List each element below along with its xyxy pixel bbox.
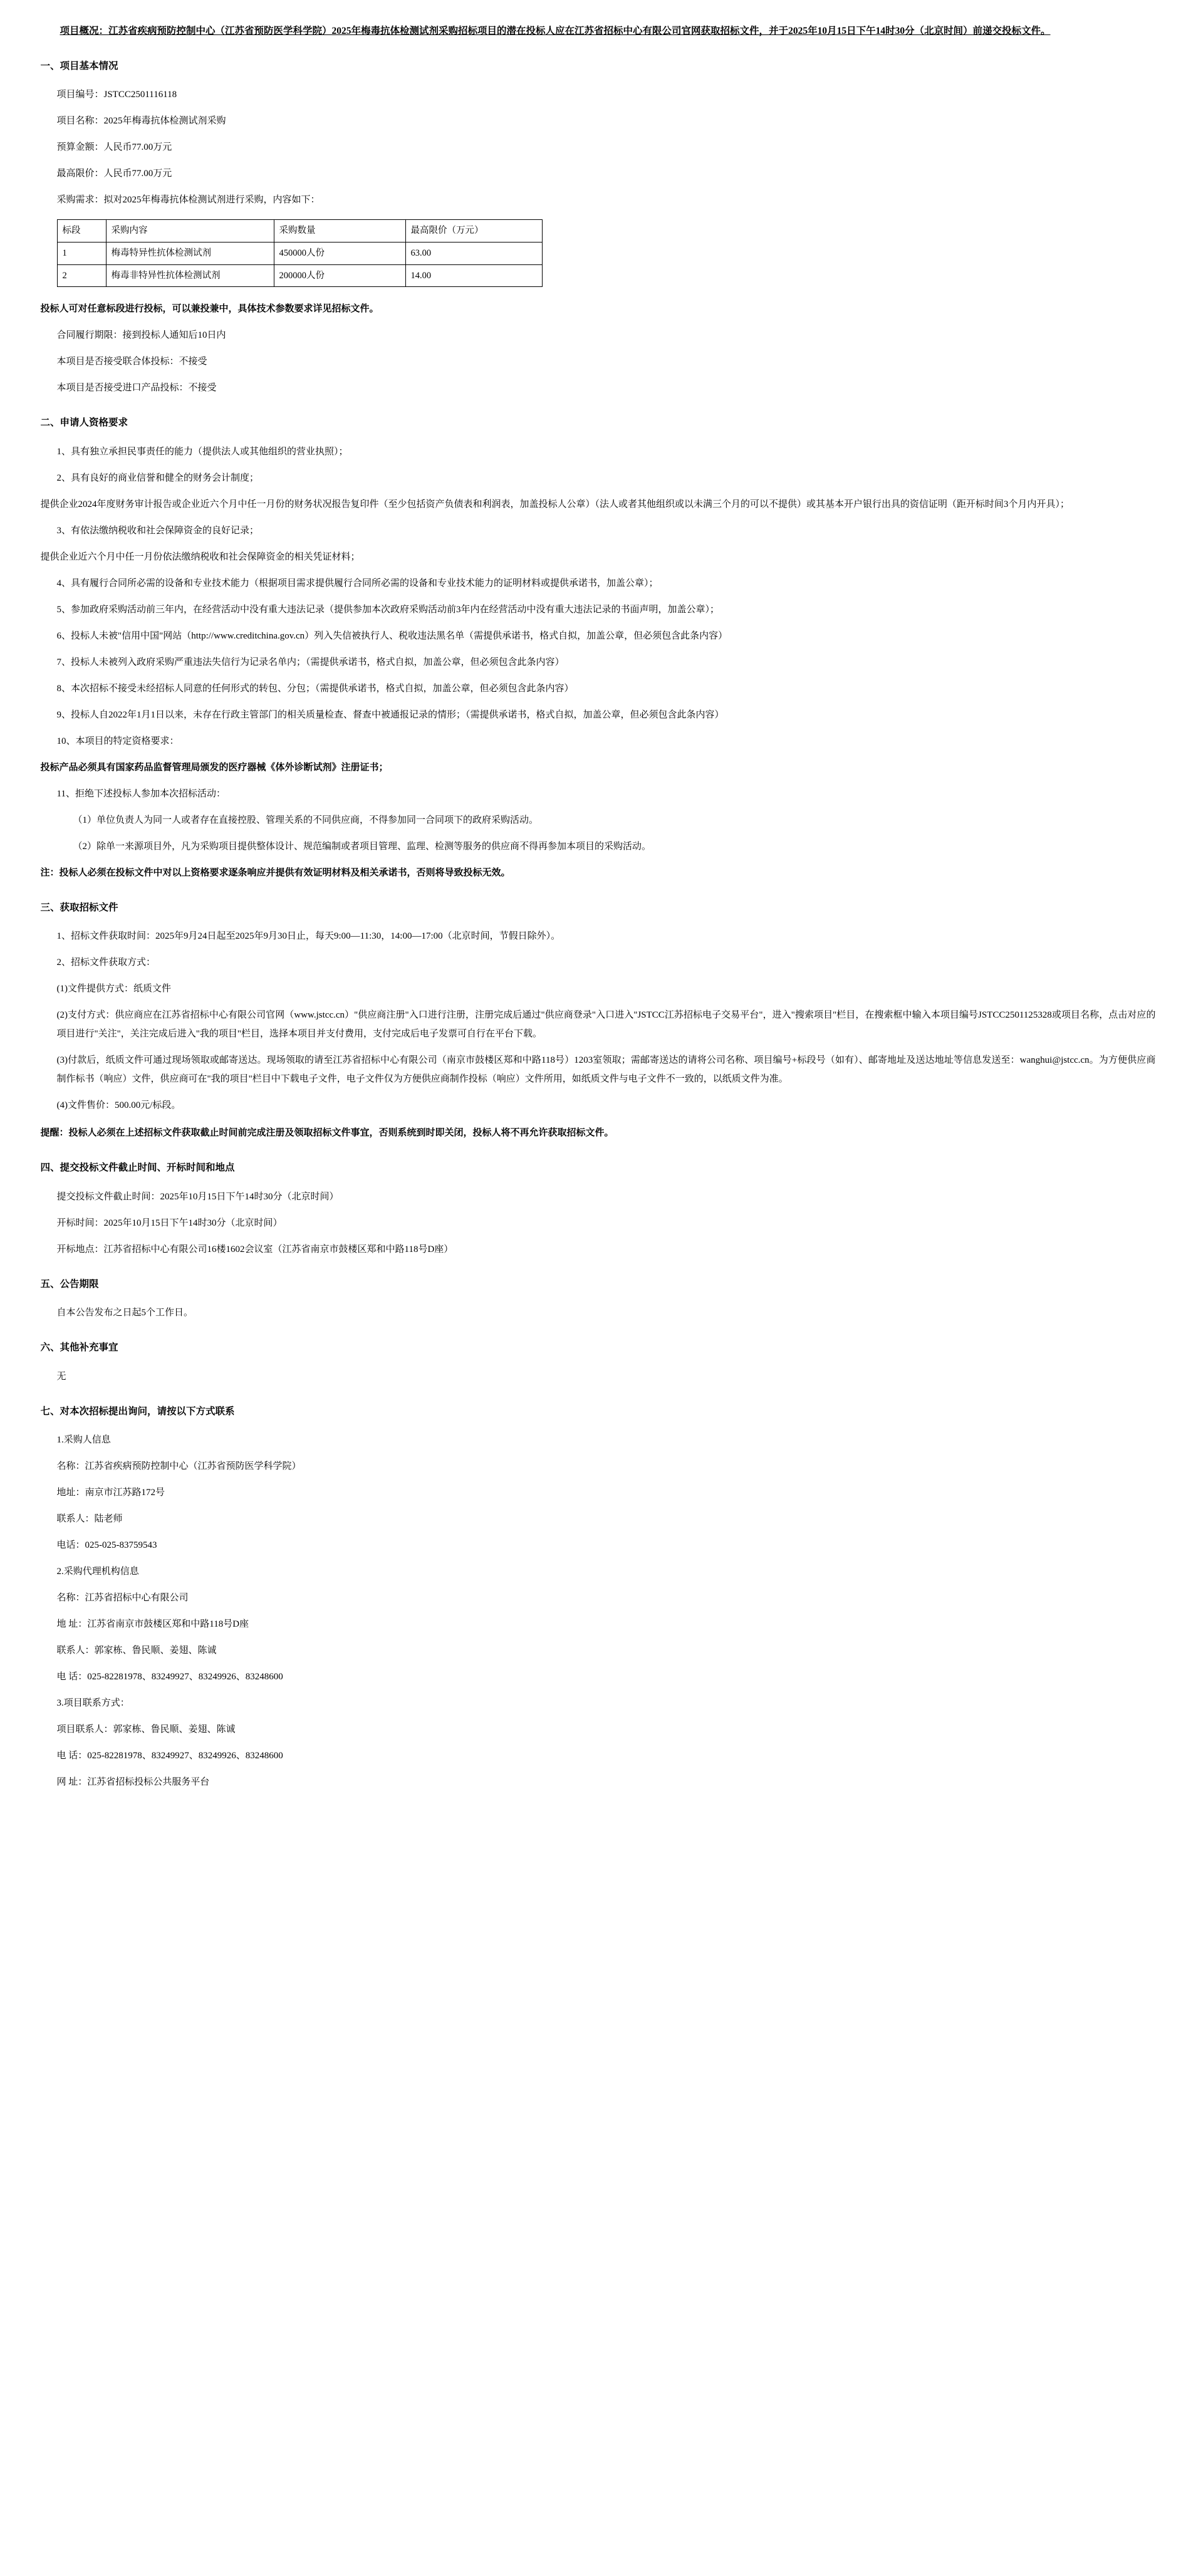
bid-submission-deadline: 提交投标文件截止时间：2025年10月15日下午14时30分（北京时间） bbox=[56, 1191, 339, 1202]
cell-maxprice: 63.00 bbox=[405, 242, 542, 265]
agency-name: 名称：江苏省招标中心有限公司 bbox=[56, 1592, 189, 1603]
procurement-table bbox=[57, 219, 543, 287]
qualification-item-1: 1、具有独立承担民事责任的能力（提供法人或其他组织的营业执照）； bbox=[56, 446, 348, 457]
qualification-item-4: 4、具有履行合同所必需的设备和专业技术能力（根据项目需求提供履行合同所必需的设备和专业技术能力的证明材料或提供承诺书，加盖公章）； bbox=[56, 578, 658, 588]
agency-phone: 电 话：025-82281978、83249927、83249926、83248600 bbox=[56, 1671, 283, 1682]
qualification-note: 注：投标人必须在投标文件中对以上资格要求逐条响应并提供有效证明材料及相关承诺书，否则将导致投标无效。 bbox=[40, 867, 511, 878]
purchaser-address: 地址：南京市江苏路172号 bbox=[56, 1487, 165, 1498]
doc-delivery-method: (3)付款后，纸质文件可通过现场领取或邮寄送达。现场领取的请至江苏省招标中心有限公司（南京市鼓楼区郑和中路118号）1203室领取；需邮寄送达的请将公司名称、项目编号+标段号（如有）、邮寄地址及送达地址等信息发送至：wanghui@jstcc.cn。为方便供应商制作标书（响应）文件，供应商可在"我的项目"栏目中下载电子文件，电子文件仅为方便供应商制作投标（响应）文件所用，如纸质文件与电子文件不一致的，以纸质文件为准。 bbox=[56, 1055, 1156, 1085]
qualification-item-3: 3、有依法缴纳税收和社会保障资金的良好记录； bbox=[56, 525, 259, 536]
table-header-row bbox=[57, 220, 542, 242]
doc-acquire-time: 1、招标文件获取时间：2025年9月24日起至2025年9月30日止，每天9:00—11:30，14:00—17:00（北京时间，节假日除外）。 bbox=[56, 931, 561, 942]
doc-provide-form: (1)文件提供方式：纸质文件 bbox=[56, 984, 171, 994]
qualification-item-5: 5、参加政府采购活动前三年内，在经营活动中没有重大违法记录（提供参加本次政府采购活动前3年内在经营活动中没有重大违法记录的书面声明，加盖公章）； bbox=[56, 604, 720, 615]
cell-content: 梅毒特异性抗体检测试剂 bbox=[106, 242, 274, 265]
project-name: 项目名称：2025年梅毒抗体检测试剂采购 bbox=[56, 116, 226, 127]
table-header-quantity: 采购数量 bbox=[274, 220, 405, 242]
cell-lot: 1 bbox=[57, 242, 106, 265]
cell-quantity: 450000人份 bbox=[274, 242, 405, 265]
project-contact-phone: 电 话：025-82281978、83249927、83249926、83248600 bbox=[56, 1750, 283, 1761]
document-body bbox=[41, 21, 1156, 1791]
section-title-other-matters: 六、其他补充事宜 bbox=[40, 1342, 118, 1353]
overview-project-title: 江苏省疾病预防控制中心（江苏省预防医学科学院）2025年梅毒抗体检测试剂采购招标项目 bbox=[108, 26, 497, 36]
overview-part3: 获取招标文件，并于 bbox=[700, 26, 789, 36]
agency-contact-person: 联系人：郭家栋、鲁民顺、姜翅、陈诚 bbox=[56, 1645, 217, 1656]
project-contact-person: 项目联系人：郭家栋、鲁民顺、姜翅、陈诚 bbox=[56, 1724, 236, 1734]
project-overview-paragraph bbox=[41, 21, 1156, 41]
table-header-lot: 标段 bbox=[57, 220, 106, 242]
qualification-item-7: 7、投标人未被列入政府采购严重违法失信行为记录名单内；（需提供承诺书，格式自拟，加盖公章，但必须包含此条内容） bbox=[56, 657, 564, 667]
procurement-demand: 采购需求：拟对2025年梅毒抗体检测试剂进行采购，内容如下： bbox=[56, 195, 320, 206]
qualification-item-10-detail: 投标产品必须具有国家药品监督管理局颁发的医疗器械《体外诊断试剂》注册证书； bbox=[40, 762, 388, 773]
contract-period: 合同履行期限：接到投标人通知后10日内 bbox=[56, 330, 226, 341]
purchaser-contact-person: 联系人：陆老师 bbox=[56, 1513, 123, 1524]
procurement-table-wrapper bbox=[41, 219, 1156, 287]
other-matters-value: 无 bbox=[56, 1371, 66, 1382]
purchaser-name: 名称：江苏省疾病预防控制中心（江苏省预防医学科学院） bbox=[56, 1461, 301, 1471]
bid-opening-place: 开标地点：江苏省招标中心有限公司16楼1602会议室（江苏省南京市鼓楼区郑和中路118号D座） bbox=[56, 1244, 454, 1254]
qualification-item-2: 2、具有良好的商业信誉和健全的财务会计制度； bbox=[56, 472, 259, 483]
announcement-period-value: 自本公告发布之日起5个工作日。 bbox=[56, 1308, 194, 1318]
overview-heading: 项目概况： bbox=[60, 26, 109, 36]
bid-opening-time: 开标时间：2025年10月15日下午14时30分（北京时间） bbox=[56, 1218, 283, 1228]
project-number: 项目编号：JSTCC2501116118 bbox=[56, 90, 177, 100]
agency-info-title: 2.采购代理机构信息 bbox=[56, 1566, 139, 1577]
agency-address: 地 址：江苏省南京市鼓楼区郑和中路118号D座 bbox=[56, 1619, 249, 1629]
table-header-content: 采购内容 bbox=[106, 220, 274, 242]
qualification-item-11: 11、拒绝下述投标人参加本次招标活动： bbox=[56, 788, 226, 799]
section-title-deadline: 四、提交投标文件截止时间、开标时间和地点 bbox=[40, 1162, 235, 1174]
section-title-get-documents: 三、获取招标文件 bbox=[40, 902, 118, 913]
overview-part2: 的潜在投标人应在江苏省招标中心有限公司官网 bbox=[497, 26, 701, 36]
qualification-item-11-1: （1）单位负责人为同一人或者存在直接控股、管理关系的不同供应商，不得参加同一合同项下的政府采购活动。 bbox=[73, 815, 539, 825]
overview-deadline: 2025年10月15日下午14时30分（北京时间） bbox=[788, 26, 973, 36]
import-product-acceptance: 本项目是否接受进口产品投标：不接受 bbox=[56, 383, 217, 394]
qualification-item-11-2: （2）除单一来源项目外，凡为采购项目提供整体设计、规范编制或者项目管理、监理、检测等服务的供应商不得再参加本项目的采购活动。 bbox=[73, 841, 652, 852]
qualification-item-10: 10、本项目的特定资格要求： bbox=[56, 736, 179, 746]
table-row bbox=[57, 242, 542, 265]
max-price: 最高限价：人民币77.00万元 bbox=[56, 169, 172, 179]
doc-price: (4)文件售价：500.00元/标段。 bbox=[56, 1100, 181, 1111]
doc-acquire-method: 2、招标文件获取方式： bbox=[56, 957, 156, 968]
bid-lot-statement: 投标人可对任意标段进行投标，可以兼投兼中，具体技术参数要求详见招标文件。 bbox=[40, 304, 379, 315]
overview-part5: 前递交投标文件。 bbox=[972, 26, 1051, 36]
section-title-basic-info: 一、项目基本情况 bbox=[40, 61, 118, 71]
project-contact-title: 3.项目联系方式： bbox=[56, 1697, 130, 1708]
qualification-item-9: 9、投标人自2022年1月1日以来，未存在行政主管部门的相关质量检查、督查中被通报记录的情形；（需提供承诺书，格式自拟，加盖公章，但必须包含此条内容） bbox=[56, 709, 724, 720]
consortium-acceptance: 本项目是否接受联合体投标：不接受 bbox=[56, 357, 207, 367]
qualification-item-3-detail: 提供企业近六个月中任一月份依法缴纳税收和社会保障资金的相关凭证材料； bbox=[40, 551, 360, 562]
qualification-item-2-detail: 提供企业2024年度财务审计报告或企业近六个月中任一月份的财务状况报告复印件（至少包括资产负债表和利润表，加盖投标人公章）（法人或者其他组织或以未满三个月的可以不提供）或其基本开户银行出具的资信证明（距开标时间3个月内开具）； bbox=[40, 499, 1070, 509]
cell-lot: 2 bbox=[57, 264, 106, 287]
doc-reminder: 提醒：投标人必须在上述招标文件获取截止时间前完成注册及领取招标文件事宜，否则系统到时即关闭，投标人将不再允许获取招标文件。 bbox=[40, 1128, 614, 1139]
cell-content: 梅毒非特异性抗体检测试剂 bbox=[106, 264, 274, 287]
cell-maxprice: 14.00 bbox=[405, 264, 542, 287]
section-title-announcement-period: 五、公告期限 bbox=[40, 1278, 99, 1290]
table-row bbox=[57, 264, 542, 287]
section-title-contacts: 七、对本次招标提出询问，请按以下方式联系 bbox=[40, 1405, 235, 1417]
qualification-item-8: 8、本次招标不接受未经招标人同意的任何形式的转包、分包；（需提供承诺书，格式自拟，加盖公章，但必须包含此条内容） bbox=[56, 683, 574, 694]
budget-amount: 预算金额：人民币77.00万元 bbox=[56, 142, 172, 153]
purchaser-phone: 电话：025-025-83759543 bbox=[56, 1540, 157, 1550]
qualification-item-6: 6、投标人未被"信用中国"网站（http://www.creditchina.gov.cn）列入失信被执行人、税收违法黑名单（需提供承诺书，格式自拟，加盖公章，但必须包含此条内容） bbox=[56, 630, 728, 641]
section-title-qualifications: 二、申请人资格要求 bbox=[40, 417, 128, 429]
project-contact-website: 网 址：江苏省招标投标公共服务平台 bbox=[56, 1776, 210, 1787]
purchaser-info-title: 1.采购人信息 bbox=[56, 1434, 111, 1445]
table-header-maxprice: 最高限价（万元） bbox=[405, 220, 542, 242]
doc-payment-method: (2)支付方式：供应商应在江苏省招标中心有限公司官网（www.jstcc.cn）"供应商注册"入口进行注册，注册完成后通过"供应商登录"入口进入"JSTCC江苏招标电子交易平台"，进入"搜索项目"栏目，在搜索框中输入本项目编号JSTCC2501125328或项目名称，点击对应的项目进行"关注"，关注完成后进入"我的项目"栏目，选择本项目并支付费用，支付完成后电子发票可自行在平台下载。 bbox=[56, 1010, 1156, 1040]
cell-quantity: 200000人份 bbox=[274, 264, 405, 287]
